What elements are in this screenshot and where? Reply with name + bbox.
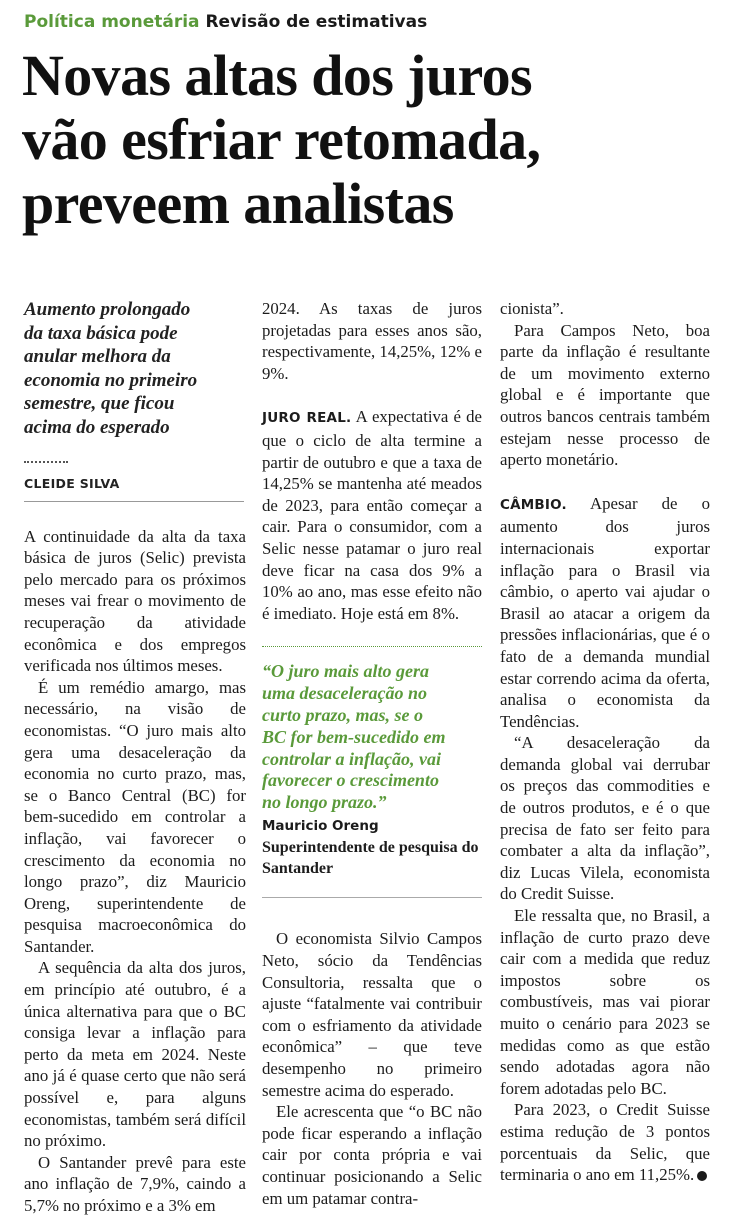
byline-dots-divider	[24, 461, 68, 463]
pull-quote-line: “O juro mais alto gera	[262, 661, 430, 682]
article-column-2	[262, 298, 482, 1209]
article-column-3	[500, 298, 710, 1186]
paragraph: Ele acrescenta que “o BC não pode ficar esperando a inflação cair por conta própria e vai continuar posicionando a Selic em um patamar contra-	[262, 1102, 482, 1208]
paragraph-with-subhead	[500, 493, 710, 733]
kicker	[24, 12, 427, 32]
standfirst-line: da taxa básica pode	[24, 322, 178, 344]
paragraph: O Santander prevê para este ano inflação de 7,9%, caindo a 5,7% no próximo e a 3% em	[24, 1152, 246, 1215]
paragraph: A continuidade da alta da taxa básica de juros (Selic) prevista pelo mercado para os próximos meses vai frear o movimento de recuperação da atividade econômica e dos empregos verificada nos últimos meses.	[24, 526, 246, 676]
pull-quote-line: curto prazo, mas, se o	[262, 704, 424, 725]
standfirst-line: semestre, que ficou	[24, 393, 175, 414]
byline-divider	[24, 501, 244, 502]
column-1-body	[24, 526, 246, 1217]
pull-quote	[262, 646, 482, 898]
end-mark-icon	[697, 1171, 707, 1181]
standfirst-line: economia no primeiro	[24, 369, 198, 391]
standfirst-line: Aumento prolongado	[24, 299, 191, 320]
paragraph: A sequência da alta dos juros, em princípio até outubro, é a única alternativa para que o BC consiga levar a inflação para perto da meta em 2024. Neste ano já é quase certo que não será possível e, para alguns economistas, também será difícil no próximo.	[24, 958, 246, 1151]
paragraph-text: Apesar de o aumento dos juros internacionais exportar inflação para o Brasil via câmbio, o aperto vai ajudar o Brasil ao atacar a origem da pressões inflacionárias, que é o fato de a demanda mundial estar correndo acima da oferta, analisa o economista da Tendências.	[500, 493, 710, 731]
headline-line: Novas altas dos juros	[22, 43, 533, 108]
paragraph: Para Campos Neto, boa parte da inflação é resultante de um movimento externo global e é importante que outros bancos centrais também estejam nesse processo de aperto monetário.	[500, 320, 710, 470]
subhead-juro-real: JURO REAL.	[262, 410, 352, 427]
pull-quote-line: uma desaceleração no	[262, 683, 427, 704]
paragraph: Ele ressalta que, no Brasil, a inflação de curto prazo deve cair com a medida que reduz impostos sobre os combustíveis, mas vai piorar muito o cenário para 2023 se medidas como as que estão sendo adotadas agora não forem adotadas pelo BC.	[500, 906, 710, 1098]
paragraph: cionista”.	[500, 299, 564, 318]
headline	[22, 44, 712, 236]
pull-quote-line: controlar a inflação, vai	[262, 748, 441, 769]
article-column-1	[24, 298, 246, 1217]
standfirst-line: acima do esperado	[24, 416, 170, 438]
paragraph-text: A expectativa é de que o ciclo de alta termine a partir de outubro e que a taxa de 14,25% se mantenha até meados de 2023, para então começar a cair. Para o consumidor, com a Selic nesse patamar o juro real deve ficar na casa dos 9% a 10% ao ano, mas esse efeito não é imediato. Hoje está em 8%.	[262, 407, 482, 623]
paragraph: 2024. As taxas de juros projetadas para esses anos são, respectivamente, 14,25%, 12% e 9%.	[262, 299, 482, 383]
paragraph-with-subhead	[262, 406, 482, 624]
headline-line: preveem analistas	[22, 171, 454, 236]
pull-quote-line: favorecer o crescimento	[262, 770, 439, 791]
subhead-cambio: CÂMBIO.	[500, 496, 567, 513]
pull-quote-text	[262, 661, 482, 814]
paragraph-final	[500, 1099, 710, 1185]
paragraph: O economista Silvio Campos Neto, sócio da Tendências Consultoria, ressalta que o ajuste “fatalmente vai contribuir com o esfriamento da atividade econômica” – que teve desempenho no primeiro semestre acima do esperado.	[262, 929, 482, 1100]
section-label: Política monetária	[24, 12, 200, 32]
paragraph: É um remédio amargo, mas necessário, na visão de economistas. “O juro mais alto gera uma desaceleração da economia no curto prazo, mas, se o Banco Central (BC) for bem-sucedido em controlar a inflação, vai favorecer o crescimento da economia no longo prazo”, diz Mauricio Oreng, superintendente de pesquisa macroeconômica do Santander.	[24, 677, 246, 956]
pull-quote-role: Superintendente de pesquisa do Santander	[262, 839, 479, 878]
pull-quote-author: Mauricio Oreng	[262, 817, 379, 834]
paragraph-text: Para 2023, o Credit Suisse estima redução de 3 pontos porcentuais da Selic, que terminaria o ano em 11,25%.	[500, 1100, 710, 1185]
paragraph: “A desaceleração da demanda global vai derrubar os preços das commodities e de outros produtos, e é o que precisa de fato ser feito para combater a alta da inflação”, diz Lucas Vilela, economista do Credit Suisse.	[500, 733, 710, 904]
pull-quote-line: no longo prazo.”	[262, 792, 387, 813]
byline: CLEIDE SILVA	[24, 476, 120, 491]
topic-label: Revisão de estimativas	[205, 12, 428, 32]
pull-quote-line: BC for bem-sucedido em	[262, 726, 446, 747]
headline-line: vão esfriar retomada,	[22, 107, 541, 172]
standfirst	[24, 298, 246, 439]
standfirst-line: anular melhora da	[24, 346, 171, 367]
